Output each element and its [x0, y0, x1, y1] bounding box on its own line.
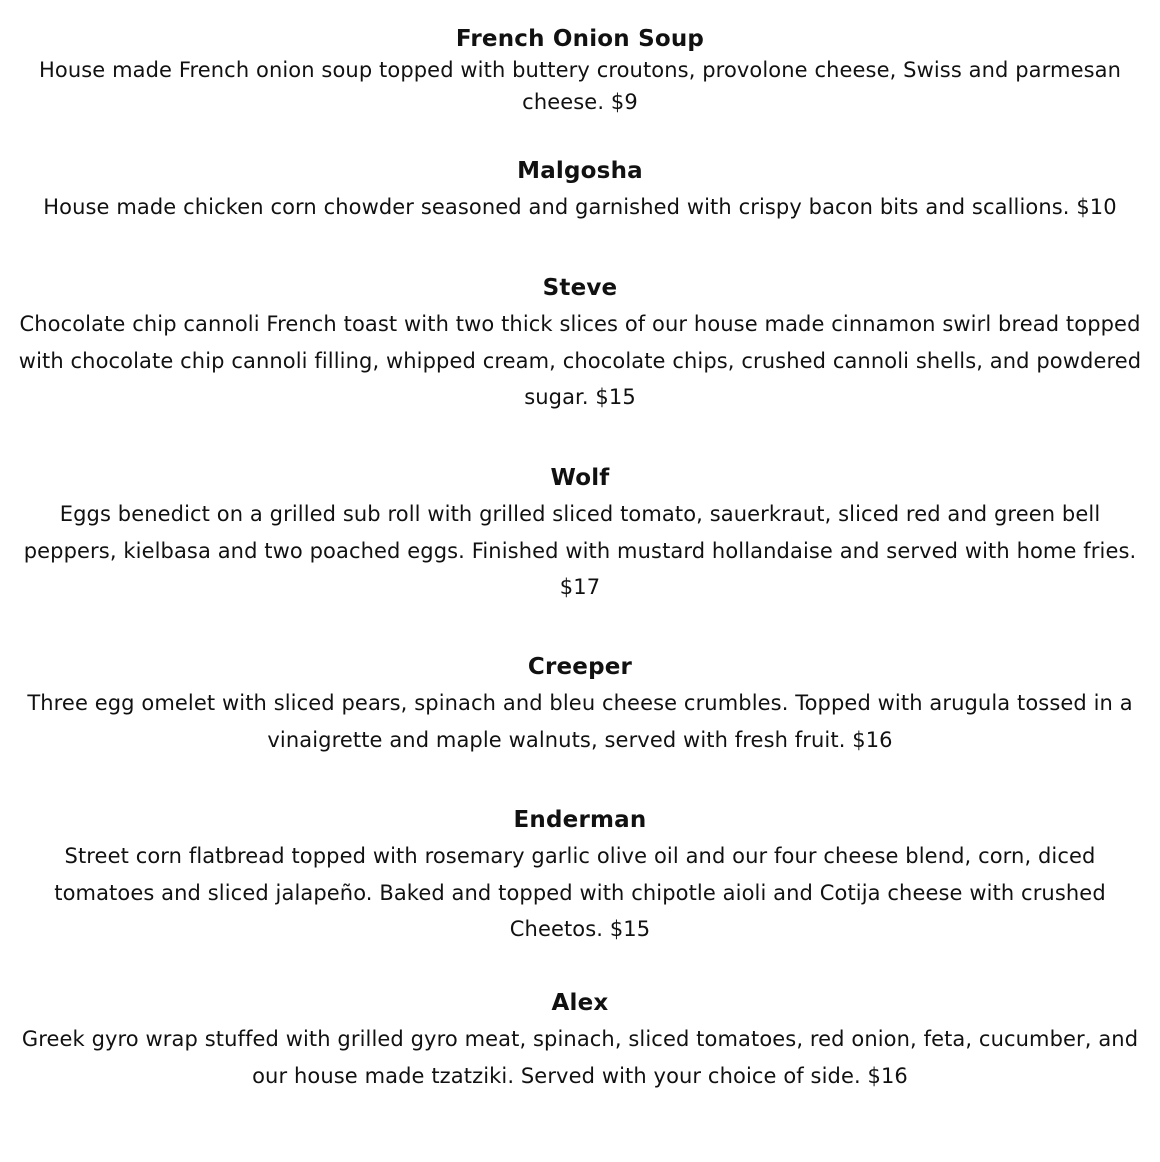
menu-item-title: Malgosha	[517, 158, 643, 184]
menu-item-title: French Onion Soup	[455, 26, 705, 52]
menu-item-title: Alex	[551, 990, 609, 1016]
menu-item-creeper	[12, 652, 1148, 758]
menu-item-title: Creeper	[527, 654, 633, 680]
menu-item-description: Chocolate chip cannoli French toast with two thick slices of our house made cinnamon swirl bread topped with chocolate chip cannoli filling, whipped cream, chocolate chips, crushed cannoli shells, and powdered sugar. $15	[18, 312, 1142, 409]
menu-item-french-onion-soup	[12, 24, 1148, 118]
menu-item-description: Three egg omelet with sliced pears, spinach and bleu cheese crumbles. Topped with arugula tossed in a vinaigrette and maple walnuts, served with fresh fruit. $16	[27, 691, 1133, 752]
menu-item-steve	[12, 273, 1148, 416]
menu-item-description: House made French onion soup topped with buttery croutons, provolone cheese, Swiss and parmesan cheese. $9	[38, 58, 1122, 114]
menu-item-alex	[12, 988, 1148, 1094]
menu-item-title: Wolf	[550, 465, 610, 491]
menu-item-malgosha	[12, 156, 1148, 226]
menu-item-wolf	[12, 463, 1148, 606]
menu-item-description: House made chicken corn chowder seasoned and garnished with crispy bacon bits and scallions. $10	[43, 195, 1117, 219]
menu-item-description: Street corn flatbread topped with rosemary garlic olive oil and our four cheese blend, corn, diced tomatoes and sliced jalapeño. Baked and topped with chipotle aioli and Cotija cheese with crushed Cheetos. $15	[54, 844, 1106, 941]
menu-item-enderman	[12, 805, 1148, 948]
menu-item-title: Steve	[542, 275, 618, 301]
menu-item-description: Eggs benedict on a grilled sub roll with grilled sliced tomato, sauerkraut, sliced red and green bell peppers, kielbasa and two poached eggs. Finished with mustard hollandaise and served with home fries. $17	[23, 502, 1137, 599]
menu-item-description: Greek gyro wrap stuffed with grilled gyro meat, spinach, sliced tomatoes, red onion, feta, cucumber, and our house made tzatziki. Served with your choice of side. $16	[21, 1027, 1139, 1088]
menu-item-title: Enderman	[513, 807, 647, 833]
